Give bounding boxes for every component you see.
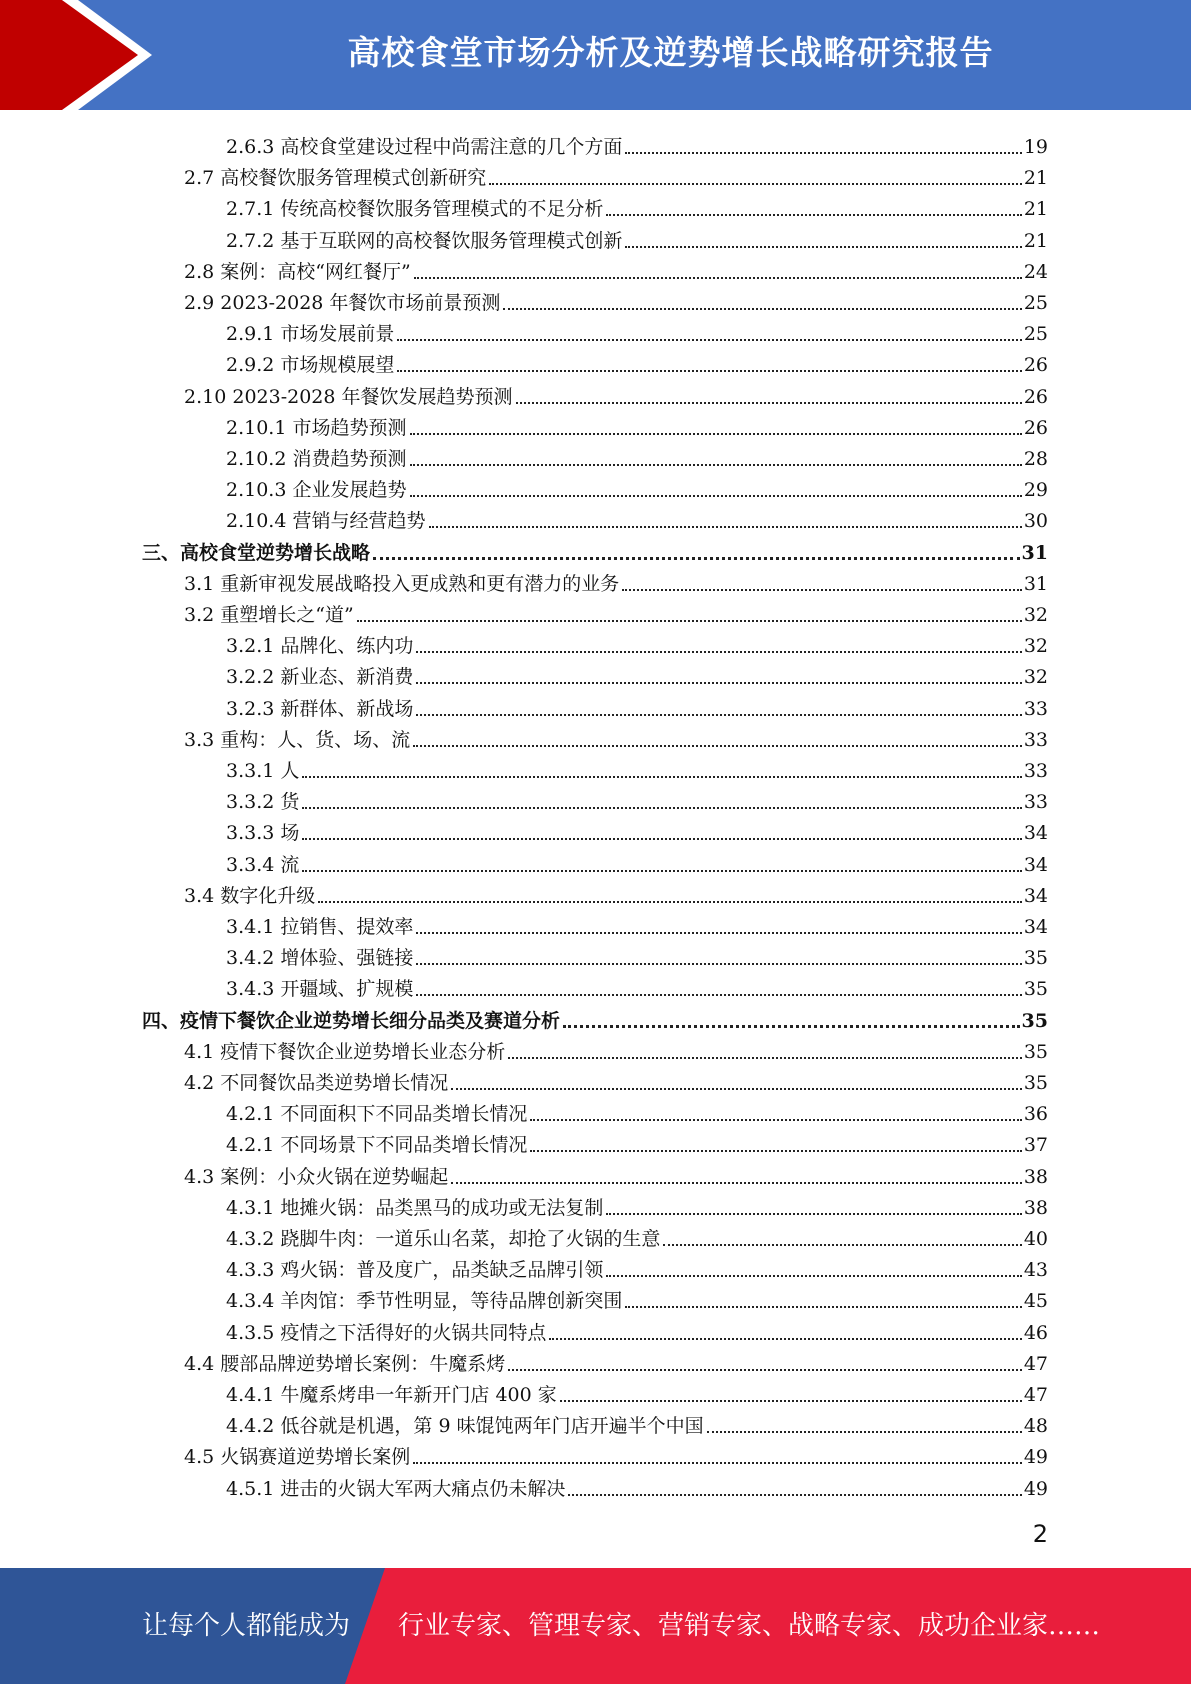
toc-entry[interactable] <box>184 1438 1048 1469</box>
toc-entry[interactable] <box>184 1158 1048 1189</box>
page-footer <box>0 1568 1191 1684</box>
toc-entry-number: 2.7.1 <box>226 198 275 220</box>
toc-leader-dots <box>707 1431 1022 1433</box>
toc-entry-number: 2.7.2 <box>226 230 275 252</box>
toc-entry-title: 腰部品牌逆势增长案例：牛魔系烤 <box>220 1353 506 1375</box>
toc-entry-title: 人 <box>280 760 300 782</box>
toc-entry-title: 市场趋势预测 <box>292 417 407 439</box>
toc-entry-title: 地摊火锅：品类黑马的成功或无法复制 <box>280 1197 604 1219</box>
toc-entry-page: 37 <box>1023 1134 1048 1156</box>
toc-entry[interactable] <box>184 159 1048 190</box>
toc-entry[interactable] <box>226 471 1048 502</box>
toc-leader-dots <box>530 1119 1021 1121</box>
toc-entry[interactable] <box>226 409 1048 440</box>
toc-entry-number: 四、 <box>142 1010 181 1032</box>
toc-entry-page: 49 <box>1023 1478 1048 1500</box>
toc-entry-page: 49 <box>1023 1446 1048 1468</box>
toc-entry-number: 4.3.1 <box>226 1197 275 1219</box>
toc-entry-title: 市场发展前景 <box>280 323 395 345</box>
toc-leader-dots <box>302 807 1021 809</box>
toc-entry-page: 26 <box>1023 354 1048 376</box>
toc-entry[interactable] <box>226 346 1048 377</box>
toc-entry-page: 19 <box>1023 136 1048 158</box>
toc-entry-number: 4.2.1 <box>226 1103 275 1125</box>
toc-entry-page: 29 <box>1023 479 1048 501</box>
toc-entry-page: 33 <box>1023 791 1048 813</box>
toc-entry[interactable] <box>226 190 1048 221</box>
toc-entry[interactable] <box>226 1189 1048 1220</box>
toc-entry-title: 新业态、新消费 <box>280 666 414 688</box>
toc-leader-dots <box>530 1150 1021 1152</box>
toc-leader-dots <box>508 1057 1022 1059</box>
toc-entry[interactable] <box>226 1282 1048 1313</box>
toc-leader-dots <box>302 870 1021 872</box>
toc-entry-number: 3.4.1 <box>226 916 275 938</box>
toc-entry[interactable] <box>226 440 1048 471</box>
toc-entry[interactable] <box>226 1470 1048 1501</box>
toc-entry-number: 2.6.3 <box>226 136 275 158</box>
toc-entry-number: 2.10.4 <box>226 510 287 532</box>
toc-entry-title: 货 <box>280 791 300 813</box>
toc-leader-dots <box>606 214 1021 216</box>
toc-entry-title: 2023-2028 年餐饮市场前景预测 <box>220 292 501 314</box>
toc-entry-title: 高校食堂建设过程中尚需注意的几个方面 <box>280 136 623 158</box>
toc-entry-number: 4.4.1 <box>226 1384 275 1406</box>
toc-entry-number: 2.10.2 <box>226 448 287 470</box>
toc-leader-dots <box>560 1400 1022 1402</box>
toc-entry[interactable] <box>226 315 1048 346</box>
toc-leader-dots <box>625 246 1021 248</box>
toc-entry-number: 4.3.2 <box>226 1228 275 1250</box>
toc-entry-number: 4.2 <box>184 1072 215 1094</box>
toc-entry-number: 三、 <box>142 542 181 564</box>
toc-entry[interactable] <box>226 1220 1048 1251</box>
toc-entry-title: 流 <box>280 854 300 876</box>
toc-entry[interactable] <box>226 1407 1048 1438</box>
toc-entry-page: 30 <box>1023 510 1048 532</box>
toc-entry-title: 牛魔系烤串一年新开门店 400 家 <box>280 1384 557 1406</box>
toc-entry-page: 35 <box>1023 1041 1048 1063</box>
toc-leader-dots <box>357 620 1022 622</box>
toc-entry[interactable] <box>226 658 1048 689</box>
toc-entry[interactable] <box>184 1345 1048 1376</box>
toc-entry[interactable] <box>142 1002 1048 1033</box>
toc-entry-page: 32 <box>1023 635 1048 657</box>
toc-entry-title: 增体验、强链接 <box>280 947 414 969</box>
toc-entry[interactable] <box>184 1033 1048 1064</box>
toc-entry-number: 4.4 <box>184 1353 215 1375</box>
toc-entry-page: 35 <box>1023 1072 1048 1094</box>
toc-entry-title: 2023-2028 年餐饮发展趋势预测 <box>232 386 513 408</box>
toc-entry[interactable] <box>226 970 1048 1001</box>
toc-leader-dots <box>410 433 1022 435</box>
toc-entry-title: 开疆域、扩规模 <box>280 978 414 1000</box>
toc-leader-dots <box>413 745 1022 747</box>
toc-entry-page: 35 <box>1023 947 1048 969</box>
toc-entry-page: 28 <box>1023 448 1048 470</box>
toc-entry-page: 47 <box>1023 1384 1048 1406</box>
toc-entry[interactable] <box>184 253 1048 284</box>
toc-entry-page: 34 <box>1023 822 1048 844</box>
toc-leader-dots <box>622 589 1022 591</box>
toc-entry[interactable] <box>226 1376 1048 1407</box>
toc-entry[interactable] <box>226 752 1048 783</box>
toc-entry-page: 46 <box>1023 1322 1048 1344</box>
toc-entry-page: 34 <box>1023 916 1048 938</box>
toc-entry[interactable] <box>184 721 1048 752</box>
toc-entry-title: 重塑增长之“道” <box>220 604 354 626</box>
toc-entry-title: 基于互联网的高校餐饮服务管理模式创新 <box>280 230 623 252</box>
toc-entry-title: 进击的火锅大军两大痛点仍未解决 <box>280 1478 566 1500</box>
toc-entry[interactable] <box>184 877 1048 908</box>
toc-entry-number: 2.10.3 <box>226 479 287 501</box>
toc-entry-title: 不同面积下不同品类增长情况 <box>280 1103 528 1125</box>
toc-entry-page: 31 <box>1023 573 1048 595</box>
toc-leader-dots <box>416 682 1021 684</box>
toc-entry-number: 4.3.3 <box>226 1259 275 1281</box>
toc-leader-dots <box>549 1338 1021 1340</box>
toc-entry-number: 3.4.2 <box>226 947 275 969</box>
toc-entry-page: 25 <box>1023 292 1048 314</box>
toc-leader-dots <box>663 1244 1021 1246</box>
toc-entry[interactable] <box>184 378 1048 409</box>
toc-entry-number: 3.4 <box>184 885 215 907</box>
toc-entry[interactable] <box>184 284 1048 315</box>
page-number: 2 <box>1032 1520 1048 1548</box>
toc-entry-title: 羊肉馆：季节性明显，等待品牌创新突围 <box>280 1290 623 1312</box>
toc-entry-number: 2.10.1 <box>226 417 287 439</box>
toc-entry-page: 21 <box>1023 167 1048 189</box>
toc-entry-number: 3.3 <box>184 729 215 751</box>
toc-entry-title: 重构：人、货、场、流 <box>220 729 411 751</box>
toc-leader-dots <box>429 526 1022 528</box>
toc-leader-dots <box>606 1213 1021 1215</box>
toc-leader-dots <box>397 370 1021 372</box>
toc-entry-page: 45 <box>1023 1290 1048 1312</box>
toc-entry-number: 2.10 <box>184 386 227 408</box>
toc-entry-title: 疫情下餐饮企业逆势增长业态分析 <box>220 1041 506 1063</box>
toc-entry-number: 4.4.2 <box>226 1415 275 1437</box>
toc-entry-number: 2.9 <box>184 292 215 314</box>
toc-leader-dots <box>516 402 1022 404</box>
toc-leader-dots <box>606 1275 1021 1277</box>
toc-leader-dots <box>302 776 1021 778</box>
toc-entry[interactable] <box>184 1064 1048 1095</box>
toc-entry-title: 不同场景下不同品类增长情况 <box>280 1134 528 1156</box>
toc-entry-title: 疫情下餐饮企业逆势增长细分品类及赛道分析 <box>180 1010 561 1032</box>
toc-entry[interactable] <box>226 1126 1048 1157</box>
toc-entry-page: 34 <box>1023 854 1048 876</box>
toc-entry-page: 33 <box>1023 760 1048 782</box>
toc-entry-page: 43 <box>1023 1259 1048 1281</box>
toc-entry-number: 3.3.1 <box>226 760 275 782</box>
toc-entry-page: 36 <box>1023 1103 1048 1125</box>
toc-entry-number: 4.3.4 <box>226 1290 275 1312</box>
toc-entry-number: 3.2.3 <box>226 698 275 720</box>
toc-entry-number: 4.5 <box>184 1446 215 1468</box>
toc-entry-title: 数字化升级 <box>220 885 316 907</box>
toc-leader-dots <box>416 651 1021 653</box>
toc-leader-dots <box>302 838 1021 840</box>
toc-leader-dots <box>373 557 1020 560</box>
toc-leader-dots <box>563 1025 1020 1028</box>
toc-entry-number: 3.3.4 <box>226 854 275 876</box>
toc-entry-title: 高校食堂逆势增长战略 <box>180 542 371 564</box>
toc-entry[interactable] <box>226 1095 1048 1126</box>
page-header <box>0 0 1191 110</box>
toc-entry-number: 3.2.1 <box>226 635 275 657</box>
toc-entry-page: 26 <box>1023 386 1048 408</box>
toc-entry-title: 场 <box>280 822 300 844</box>
toc-leader-dots <box>318 901 1022 903</box>
toc-entry-title: 不同餐饮品类逆势增长情况 <box>220 1072 449 1094</box>
toc-leader-dots <box>416 714 1021 716</box>
toc-entry-page: 21 <box>1023 230 1048 252</box>
toc-entry[interactable] <box>226 690 1048 721</box>
toc-entry[interactable] <box>226 814 1048 845</box>
toc-entry[interactable] <box>226 939 1048 970</box>
toc-leader-dots <box>508 1369 1022 1371</box>
toc-leader-dots <box>416 963 1021 965</box>
toc-entry-page: 24 <box>1023 261 1048 283</box>
toc-leader-dots <box>413 1462 1022 1464</box>
toc-entry-title: 品牌化、练内功 <box>280 635 414 657</box>
toc-leader-dots <box>568 1494 1021 1496</box>
toc-entry-number: 4.5.1 <box>226 1478 275 1500</box>
toc-entry[interactable] <box>226 502 1048 533</box>
toc-entry-title: 低谷就是机遇，第 9 味馄饨两年门店开遍半个中国 <box>280 1415 704 1437</box>
toc-leader-dots <box>414 277 1022 279</box>
toc-entry[interactable] <box>226 908 1048 939</box>
toc-entry-page: 38 <box>1023 1166 1048 1188</box>
toc-entry-number: 4.3 <box>184 1166 215 1188</box>
toc-entry-number: 3.3.2 <box>226 791 275 813</box>
toc-entry-page: 47 <box>1023 1353 1048 1375</box>
toc-leader-dots <box>451 1182 1022 1184</box>
toc-entry-title: 重新审视发展战略投入更成熟和更有潜力的业务 <box>220 573 620 595</box>
toc-entry-number: 2.8 <box>184 261 215 283</box>
toc-entry[interactable] <box>226 128 1048 159</box>
toc-entry[interactable] <box>226 846 1048 877</box>
toc-leader-dots <box>416 994 1021 996</box>
toc-leader-dots <box>489 183 1022 185</box>
toc-entry-number: 3.1 <box>184 573 215 595</box>
toc-entry-title: 消费趋势预测 <box>292 448 407 470</box>
toc-entry-title: 鸡火锅：普及度广，品类缺乏品牌引领 <box>280 1259 604 1281</box>
toc-entry-page: 33 <box>1023 729 1048 751</box>
toc-leader-dots <box>625 1306 1021 1308</box>
toc-entry-number: 4.3.5 <box>226 1322 275 1344</box>
toc-entry-number: 2.9.1 <box>226 323 275 345</box>
toc-entry-number: 2.9.2 <box>226 354 275 376</box>
footer-slogan-left: 让每个人都能成为 <box>142 1611 351 1641</box>
toc-leader-dots <box>416 932 1021 934</box>
toc-entry-page: 25 <box>1023 323 1048 345</box>
toc-entry-title: 营销与经营趋势 <box>292 510 426 532</box>
toc-entry[interactable] <box>226 1251 1048 1282</box>
toc-entry-page: 35 <box>1023 978 1048 1000</box>
toc-entry-title: 企业发展趋势 <box>292 479 407 501</box>
toc-entry-title: 高校餐饮服务管理模式创新研究 <box>220 167 487 189</box>
toc-entry-page: 32 <box>1023 604 1048 626</box>
toc-entry-page: 32 <box>1023 666 1048 688</box>
toc-entry-number: 3.3.3 <box>226 822 275 844</box>
report-title: 高校食堂市场分析及逆势增长战略研究报告 <box>347 33 994 72</box>
toc-entry-number: 3.4.3 <box>226 978 275 1000</box>
toc-entry-page: 33 <box>1023 698 1048 720</box>
toc-entry-page: 26 <box>1023 417 1048 439</box>
toc-entry-title: 疫情之下活得好的火锅共同特点 <box>280 1322 547 1344</box>
toc-entry-page: 48 <box>1023 1415 1048 1437</box>
toc-entry-title: 火锅赛道逆势增长案例 <box>220 1446 411 1468</box>
toc-entry-page: 34 <box>1023 885 1048 907</box>
toc-leader-dots <box>410 495 1022 497</box>
toc-entry[interactable] <box>226 627 1048 658</box>
toc-entry-page: 38 <box>1023 1197 1048 1219</box>
toc-entry-title: 案例：小众火锅在逆势崛起 <box>220 1166 449 1188</box>
toc-entry[interactable] <box>184 565 1048 596</box>
toc-entry-number: 3.2.2 <box>226 666 275 688</box>
toc-entry-number: 3.2 <box>184 604 215 626</box>
toc-entry-title: 新群体、新战场 <box>280 698 414 720</box>
footer-slogan-right: 行业专家、管理专家、营销专家、战略专家、成功企业家…… <box>398 1611 1101 1641</box>
toc-leader-dots <box>625 152 1021 154</box>
toc-entry-page: 21 <box>1023 198 1048 220</box>
toc-entry-number: 2.7 <box>184 167 215 189</box>
toc-entry[interactable] <box>226 1314 1048 1345</box>
toc-entry[interactable] <box>184 596 1048 627</box>
toc-entry-page: 35 <box>1021 1010 1048 1032</box>
toc-entry-title: 市场规模展望 <box>280 354 395 376</box>
toc-entry-page: 31 <box>1021 542 1048 564</box>
toc-entry-title: 传统高校餐饮服务管理模式的不足分析 <box>280 198 604 220</box>
toc-entry[interactable] <box>226 222 1048 253</box>
toc-leader-dots <box>503 308 1021 310</box>
toc-entry-title: 跷脚牛肉：一道乐山名菜，却抢了火锅的生意 <box>280 1228 661 1250</box>
toc-entry-number: 4.1 <box>184 1041 215 1063</box>
toc-entry[interactable] <box>142 534 1048 565</box>
toc-leader-dots <box>410 464 1022 466</box>
toc-entry-title: 案例：高校“网红餐厅” <box>220 261 411 283</box>
toc-entry[interactable] <box>226 783 1048 814</box>
toc-leader-dots <box>397 339 1021 341</box>
toc-leader-dots <box>451 1088 1022 1090</box>
toc-entry-page: 40 <box>1023 1228 1048 1250</box>
toc-entry-number: 4.2.1 <box>226 1134 275 1156</box>
toc-entry-title: 拉销售、提效率 <box>280 916 414 938</box>
